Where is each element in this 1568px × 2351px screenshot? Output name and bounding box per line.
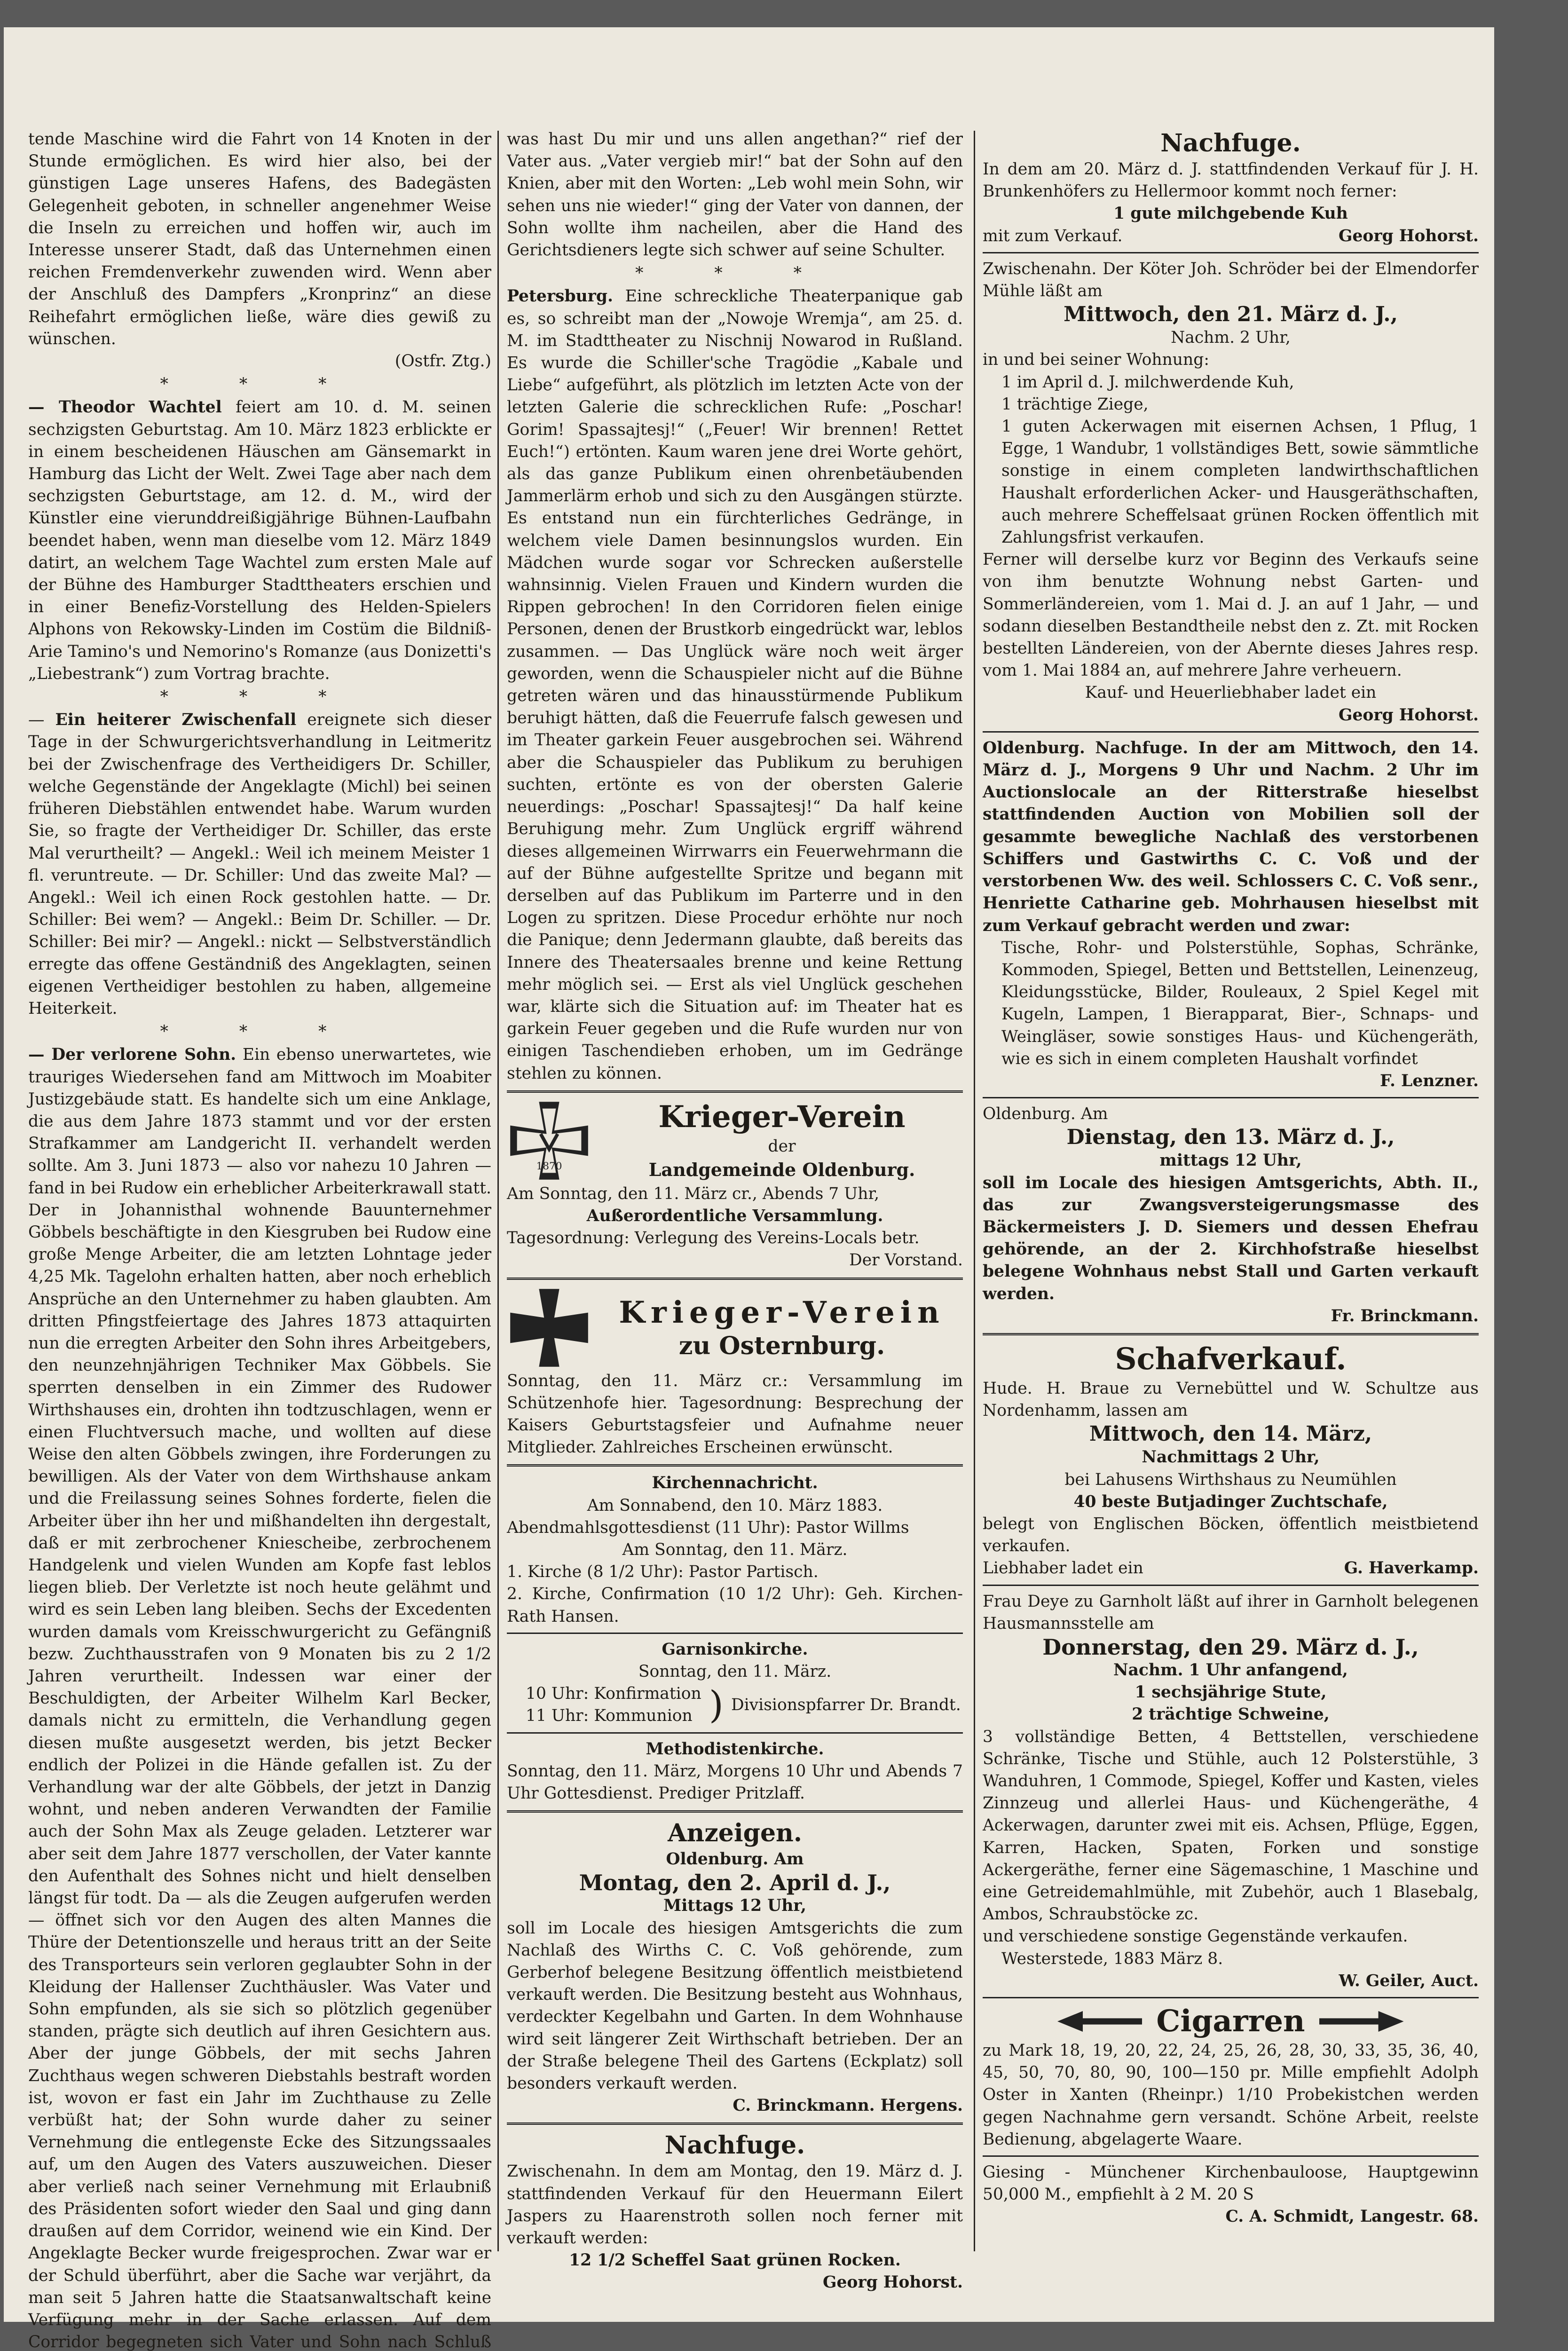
separator-stars: * * * <box>160 687 360 707</box>
pointing-hand-icon <box>1319 2011 1404 2032</box>
svg-text:1870: 1870 <box>536 1160 562 1172</box>
ad-signature: Georg Hohorst. <box>1339 226 1479 245</box>
article-petersburg <box>507 285 963 1084</box>
ad-text: soll im Locale des hiesigen Amtsgerichts, Abth. II., das zur Zwangsversteigerungsmasse des Bäckermeisters J. D. Siemers und dessen Ehefrau gehörende, an der 2. Kirchhofstraße hieselbst belegene Wohnhaus nebst Stall und Garten verkauft werden. <box>983 1173 1479 1303</box>
separator-stars: * * * <box>160 1022 360 1041</box>
article-verlorene-sohn <box>28 1044 491 2351</box>
notice-title: Garnisonkirche. <box>662 1640 808 1659</box>
ad-text: Nachm. 2 Uhr, <box>1171 328 1291 347</box>
ad-title: Krieger-Verein <box>619 1294 945 1330</box>
ad-text: Hude. H. Braue zu Vernebüttel und W. Schultze aus Nordenhamm, lassen am <box>983 1379 1479 1420</box>
divider <box>983 252 1479 253</box>
article-lead: — Der verlorene Sohn. <box>28 1045 236 1065</box>
ad-text: Tagesordnung: Verlegung des Vereins-Locals betr. <box>507 1229 920 1248</box>
ad-text: Oldenburg. Am <box>666 1850 804 1869</box>
divider <box>983 731 1479 733</box>
ad-text: Nachm. 1 Uhr anfangend, <box>1113 1660 1348 1680</box>
divider <box>983 1333 1479 1335</box>
ad-date: Montag, den 2. April d. J., <box>579 1870 891 1896</box>
ad-item: 1 gute milchgebende Kuh <box>1113 204 1348 223</box>
ad-date: Mittwoch, den 21. März d. J., <box>1064 302 1398 327</box>
ad-item: 1 sechsjährige Stute, <box>1135 1683 1327 1702</box>
article-source: (Ostfr. Ztg.) <box>394 352 491 371</box>
column-2 <box>507 128 963 2312</box>
ad-title: Nachfuge. <box>1160 129 1301 158</box>
divider <box>983 1097 1479 1098</box>
divider <box>507 1278 963 1280</box>
divider <box>983 2155 1479 2157</box>
article-body: ereignete sich dieser Tage in der Schwurgerichtsverhandlung in Leitmeritz bei der Zwischenfrage des Vertheidigers Dr. Schiller, welche Gegenstände der Angeklagte (Michl) bei seinen früheren Diebstählen entwendet habe. Warum wurden Sie, so fragte der Vertheidiger Dr. Schiller, das erste Mal verurtheilt? — Angekl.: Weil ich meinem Meister 1 fl. veruntreute. — Dr. Schiller: Und das zweite Mal? — Angekl.: Weil ich einen Rock gestohlen hatte. — Dr. Schiller: Bei wem? — Angekl.: Beim Dr. Schiller. — Dr. Schiller: Bei mir? — Angekl.: nickt — Selbstverständlich erregte das offene Geständniß des Angeklagten, seinen eigenen Vertheidiger bestohlen zu haben, allgemeine Heiterkeit. <box>28 710 492 1018</box>
ad-title: Nachfuge. <box>664 2131 805 2160</box>
ad-signature: Georg Hohorst. <box>823 2273 963 2292</box>
ad-signature: Georg Hohorst. <box>1339 705 1479 725</box>
ad-item: 40 beste Butjadinger Zuchtschafe, <box>1073 1492 1388 1511</box>
ad-text: der <box>768 1137 796 1156</box>
column-1 <box>28 128 492 2351</box>
article-body: Ein ebenso unerwartetes, wie trauriges Wiedersehen fand am Mittwoch im Moabiter Justizgebäude statt. Es handelte sich um eine Anklage, die aus dem Jahre 1873 stammt und vor der ersten Strafkammer am Landgericht II. verhandelt werden sollte. Am 3. Juni 1873 — also vor nahezu 10 Jahren — fand in bei Rudow ein erheblicher Arbeiterkrawall statt. Der in Johannisthal wohnende Bauunternehmer Göbbels beschäftigte in den Kiesgruben bei Rudow eine große Menge Arbeiter, die am letzten Lohntage jeder 4,25 Mk. Tagelohn erhalten hatten, aber noch erheblich Ansprüche an den Unternehmer zu haben glaubten. Am dritten Pfingstfeiertage des Jahres 1873 attaquirten nun die erregten Arbeiter den Sohn ihres Arbeitgebers, den neunzehnjährigen Techniker Max Göbbels. Sie sperrten denselben in ein Zimmer des Rudower Wirthshauses ein, drohten ihn todtzuschlagen, wenn er einen Fluchtversuch mache, und wollten auf diese Weise den alten Göbbels zwingen, ihre Forderungen zu bewilligen. Als der Vater von dem Wirthshause ankam und die Freilassung seines Sohnes forderte, fielen die Arbeiter über ihn her und mißhandelten ihn dergestalt, daß er mit zerbrochener Kniescheibe, zerbrochenem Handgelenk und vielen Wunden am Kopfe fast leblos liegen blieb. Der Verletzte ist noch heute gelähmt und wird es sein Leben lang bleiben. Sechs der Excedenten wurden damals vom Kreisschwurgericht zu Gefängniß bezw. Zuchthausstrafen von 9 Monaten bis zu 2 1/2 Jahren verurtheilt. Indessen war einer der Beschuldigten, der Arbeiter Wilhelm Karl Becker, damals nicht zu ermitteln, die Verhandlung gegen diesen mußte ausgesetzt werden, bis jetzt Becker endlich der Polizei in die Hände gefallen ist. Zu der Verhandlung war der alte Göbbels, der jetzt in Danzig wohnt, und neben anderen Verwandten der Familie auch der Sohn Max als Zeuge geladen. Letzterer war aber seit dem Jahre 1877 verschollen, der Vater kannte den Aufenthalt des Sohnes nicht und hielt denselben längst für todt. Da — als die Zeugen aufgerufen werden — öffnet sich vor den Augen des alten Mannes die Thüre der Detentionszelle und heraus tritt an der Seite des Transporteurs sein verloren geglaubter Sohn in der Kleidung der Hallenser Zuchthäusler. Was Vater und Sohn empfunden, als sie sich so plötzlich gegenüber standen, prägte sich deutlich auf ihren Gesichtern aus. Aber der junge Göbbels, der mit sechs Jahren Zuchthaus wegen schweren Diebstahls bestraft worden ist, wovon er fast ein Jahr im Zuchthause zu Zelle verbüßt hat; der Sohn wurde daher zu seiner Vernehmung die entlegenste Ecke des Sitzungssaales auf, um den Augen des Vaters auszuweichen. Dieser aber verließ nach seiner Vernehmung mit Erlaubniß des Präsidenten sofort wieder den Saal und ging dann draußen auf dem Corridor, weinend wie ein Kind. Der Angeklagte Becker wurde freigesprochen. Zwar war er der Schuld überführt, aber die Sache war verjährt, da man seit 5 Jahren hatte die Staatsanwaltschaft keine Verfügung mehr in der Sache erlassen. Auf dem Corridor begegneten sich Vater und Sohn nach Schluß <box>28 1045 491 2351</box>
article-lead: — Theodor Wachtel <box>28 398 222 417</box>
ad-item: 1 guten Ackerwagen mit eisernen Achsen, 1 Pflug, 1 Egge, 1 Wandubr, 1 vollständiges Bett, sowie sämmtliche sonstige in einem completen landwirthschaftlichen Haushalt erforderlichen Acker- und Hausgeräthschaften, auch mehrere Scheffelsaat grünen Rocken öffentlich mit Zahlungsfrist verkaufen. <box>1001 417 1479 547</box>
divider <box>507 1464 963 1467</box>
divider <box>983 1585 1479 1586</box>
ad-subtitle: Landgemeinde Oldenburg. <box>648 1159 915 1181</box>
ad-subtitle: zu Osternburg. <box>678 1331 885 1360</box>
ad-deye <box>983 1591 1479 1992</box>
ad-text: Giesing - Münchener Kirchenbauloose, Hauptgewinn 50,000 M., empfiehlt à 2 M. 20 S <box>983 2163 1479 2204</box>
ad-signature: C. Brinckmann. Hergens. <box>733 2096 963 2115</box>
ad-schafverkauf <box>983 1341 1479 1580</box>
notice-text: Sonntag, den 11. März. <box>638 1662 832 1681</box>
separator-stars: * * * <box>160 375 360 394</box>
divider <box>507 1732 963 1734</box>
notice-text: Divisionspfarrer Dr. Brandt. <box>731 1695 961 1714</box>
divider <box>507 2122 963 2125</box>
ad-text: Kauf- und Heuerliebhaber ladet ein <box>1085 683 1377 702</box>
pointing-hand-icon <box>1057 2011 1142 2032</box>
ad-date: Dienstag, den 13. März d. J., <box>1066 1125 1395 1150</box>
notice-kirchennachricht <box>507 1472 963 1627</box>
ad-title: Krieger-Verein <box>658 1099 906 1135</box>
divider <box>983 1997 1479 1998</box>
ad-item: 1 im April d. J. milchwerdende Kuh, <box>1001 372 1294 392</box>
ad-nachlass-voss <box>983 737 1479 1092</box>
ad-text: Sonntag, den 11. März cr.: Versammlung im Schützenhofe hier. Tagesordnung: Besprechung der Kaisers Geburtstagsfeier und Aufnahme neuer Mitglieder. Zahlreiches Erscheinen erwünscht. <box>507 1371 963 1457</box>
ad-cigarren <box>983 2003 1479 2151</box>
iron-cross-icon <box>507 1098 591 1183</box>
ad-text: in und bei seiner Wohnung: <box>983 350 1209 370</box>
ad-kirchenbauloose <box>983 2162 1479 2228</box>
ad-text: mit zum Verkauf. <box>983 226 1123 245</box>
article-body: Eine schreckliche Theaterpanique gab es, so schreibt man der „Nowoje Wremja“, am 25. d. M. im Stadttheater zu Nischnij Nowarod in Rußland. Es wurde die Schiller'sche Tragödie „Kabale und Liebe“ aufgeführt, als plötzlich im letzten Acte von der letzten Galerie die schrecklichen Rufe: „Poschar! Gorim! Spassajtesj!“ („Feuer! Wir brennen! Rettet Euch!“) ertönten. Kaum waren jene drei Worte gehört, als das ganze Publikum einen ohrenbetäubenden Jammerlärm erhob und sich zu den Ausgängen stürzte. Es entstand nun ein fürchterliches Gedränge, in welchem viele Damen besinnungslos wurden. Ein Mädchen wurde sogar vor Schrecken außerstelle wahnsinnig. Vielen Frauen und Kindern wurden die Rippen gebrochen! In den Corridoren fielen einige Personen, denen der Brustkorb eingedrückt war, leblos zusammen. — Das Unglück wäre noch weit ärger geworden, wenn die Schauspieler nicht auf die Bühne getreten wären und das hinausstürmende Publikum beruhigt hätten, daß die Feuerrufe falsch gewesen und im Theater garkein Feuer ausgebrochen sei. Während aber die Schauspieler das Publikum zu beruhigen suchten, ertönte es von der obersten Galerie neuerdings: „Poschar! Spassajtesj!“ Da half keine Beruhigung mehr. Zum Unglück ergriff während dieses allgemeinen Wirrwarrs ein Feuerwehrmann die auf der Bühne aufgestellte Spritze und begann mit derselben auf das Publikum im Parterre und in den Logen zu spritzen. Diese Procedur erhöhte nur noch die Panique; denn Jedermann glaubte, daß bereits das Innere des Theatersaales brenne und keine Rettung mehr möglich sei. — Erst als viel Unglück geschehen war, klärte sich die Situation auf: im Theater hat es garkein Feuer gegeben und die Rufe wurden nur von einigen Taschendieben erhoben, um im Gedränge stehlen zu können. <box>507 287 963 1083</box>
ad-signature: C. A. Schmidt, Langestr. 68. <box>1225 2207 1479 2226</box>
notice-text: Abendmahlsgottesdienst (11 Uhr): Pastor Willms <box>507 1518 909 1537</box>
article-zwischenfall: — Ein heiterer Zwischenfall ereignete sich dieser Tage in der Schwurgerichtsverhandlung in Leitmeritz bei der Zwischenfrage des Vertheidigers Dr. Schiller, welche Gegenstände der Angeklagte (Michl) bei seinen früheren Diebstählen entwendet habe. Warum wurden Sie, so fragte der Vertheidiger Dr. Schiller, das erste Mal verurtheilt? — Angekl.: Weil ich meinem Meister 1 fl. veruntreute. — Dr. Schiller: Und das zweite Mal? — Angekl.: Weil ich einen Rock gestohlen hatte. — Dr. Schiller: Bei wem? — Angekl.: Beim Dr. Schiller. — Dr. Schiller: Bei mir? — Angekl.: nickt — Selbstverständlich erregte das offene Geständniß des Angeklagten, seinen eigenen Vertheidiger bestohlen zu haben, allgemeine Heiterkeit. <box>28 710 492 1018</box>
ad-nachfuge-1 <box>983 128 1479 247</box>
ad-text: In dem am 20. März d. J. stattfindenden Verkauf für J. H. Brunkenhöfers zu Hellermoor kommt noch ferner: <box>983 160 1479 201</box>
iron-cross-icon <box>507 1286 591 1370</box>
ad-text: Ferner will derselbe kurz vor Beginn des Verkaufs seine von ihm benutzte Wohnung nebst Garten- und Sommerländereien, vom 1. Mai d. J. an auf 1 Jahr, — und sodann dieselben Bestandtheile nebst den z. Zt. mit Rocken bestellten Ländereien, von der Abernte dieses Jahres resp. vom 1. Mai 1884 an, auf mehrere Jahre verheuern. <box>983 550 1479 680</box>
column-rule <box>497 131 499 2251</box>
notice-text: 10 Uhr: Konfirmation <box>526 1684 701 1704</box>
ad-date: Mittwoch, den 14. März, <box>1089 1422 1372 1446</box>
notice-text: 1. Kirche (8 1/2 Uhr): Pastor Partisch. <box>507 1562 819 1582</box>
ad-text: und verschiedene sonstige Gegenstände verkaufen. <box>983 1927 1408 1946</box>
ad-signature: W. Geiler, Auct. <box>1339 1971 1479 1990</box>
ad-text: mittags 12 Uhr, <box>1159 1151 1302 1170</box>
column-rule <box>974 131 975 2251</box>
ad-text: Westerstede, 1883 März 8. <box>1001 1949 1223 1968</box>
ad-text: bei Lahusens Wirthshaus zu Neumühlen <box>1064 1470 1397 1489</box>
ad-zwangsversteigerung <box>983 1103 1479 1327</box>
ad-schroeder <box>983 258 1479 726</box>
ad-signature: F. Lenzner. <box>1380 1071 1479 1090</box>
divider <box>507 1810 963 1813</box>
notice-title: Kirchennachricht. <box>652 1474 818 1493</box>
notice-text: Sonntag, den 11. März, Morgens 10 Uhr und Abends 7 Uhr Gottesdienst. Prediger Pritzlaff. <box>507 1761 963 1803</box>
ad-nachfuge-2 <box>507 2130 963 2294</box>
ad-date: Donnerstag, den 29. März d. J., <box>1042 1634 1419 1660</box>
ad-item: 12 1/2 Scheffel Saat grünen Rocken. <box>569 2251 901 2270</box>
ad-text: soll im Locale des hiesigen Amtsgerichts die zum Nachlaß des Wirths C. C. Voß gehörende, zum Gerberhof belegene Besitzung öffentlich meistbietend verkauft werden. Die Besitzung besteht aus Wohnhaus, verdeckter Kegelbahn und Garten. In dem Wohnhause wird seit längerer Zeit Wirthschaft betrieben. Der an der Straße belegene Theil des Gartens (Eckplatz) soll besonders verkauft werden. <box>507 1918 963 2093</box>
section-title: Anzeigen. <box>668 1819 802 1848</box>
ad-text: Nachmittags 2 Uhr, <box>1142 1448 1320 1467</box>
divider <box>507 1090 963 1093</box>
divider <box>507 1633 963 1634</box>
notice-text: 2. Kirche, Confirmation (10 1/2 Uhr): Geh. Kirchen-Rath Hansen. <box>507 1585 963 1626</box>
ad-text: Zwischenahn. Der Köter Joh. Schröder bei der Elmendorfer Mühle läßt am <box>983 259 1479 301</box>
ad-text: Mittags 12 Uhr, <box>663 1896 806 1916</box>
newspaper-page <box>4 27 1494 2351</box>
ad-text: Am Sonntag, den 11. März cr., Abends 7 Uhr, <box>507 1184 880 1203</box>
notice-text: Am Sonntag, den 11. März. <box>622 1540 848 1559</box>
notice-text: 11 Uhr: Kommunion <box>526 1706 693 1726</box>
ad-signature: G. Haverkamp. <box>1344 1559 1479 1578</box>
article-body: feiert am 10. d. M. seinen sechzigsten Geburtstag. Am 10. März 1823 erblickte er in einem bescheidenen Häuschen am Gänsemarkt in Hamburg das Licht der Welt. Zwei Tage aber nach dem sechzigsten Geburtstage, am 12. d. M., wird der Künstler eine vierunddreißigjährige Bühnen-Laufbahn beendet haben, wenn man dieselbe vom 12. März 1849 datirt, an welchem Tage Wachtel zum ersten Male auf der Bühne des Hamburger Stadttheaters erschien und in einer Benefiz-Vorstellung des Helden-Spielers Alphons von Rekowsky-Linden im Costüm die Bildniß-Arie Tamino's und Nemorino's Romanze (aus Donizetti's „Liebestrank“) zum Vortrag brachte. <box>28 398 492 683</box>
ad-items: Tische, Rohr- und Polsterstühle, Sophas, Schränke, Kommoden, Spiegel, Betten und Bettstellen, Leinenzeug, Kleidungsstücke, Bilder, Rouleaux, 2 Spiel Kegel mit Kugeln, Lampen, 1 Bierapparat, Bier-, Schnaps- und Weingläser, sowie sonstiges Haus- und Küchengeräth, wie es sich in einem completen Haushalt vorfindet <box>1001 938 1479 1068</box>
ad-anzeigen <box>507 1818 963 2117</box>
notice-methodistenkirche <box>507 1738 963 1805</box>
ad-text: zu Mark 18, 19, 20, 22, 24, 25, 26, 28, 30, 33, 35, 36, 40, 45, 50, 70, 80, 90, 100—150 pr. Mille empfiehlt Adolph Oster in Xanten (Rheinpr.) 1/10 Probekistchen werden gegen Nachnahme gern versandt. Schöne Arbeit, reelste Bedienung, abgelagerte Waare. <box>983 2041 1479 2149</box>
notice-text: Am Sonnabend, den 10. März 1883. <box>587 1496 883 1515</box>
separator-stars: * * * <box>635 264 835 283</box>
ad-item: 1 trächtige Ziege, <box>1001 394 1149 414</box>
ad-text: Zwischenahn. In dem am Montag, den 19. März d. J. stattfindenden Verkauf für den Heuermann Eilert Jaspers zu Haarenstroth sollen noch ferner mit verkauft werden: <box>507 2162 963 2248</box>
ad-krieger-verein-osternburg <box>507 1286 963 1459</box>
ad-signature: Fr. Brinckmann. <box>1331 1306 1479 1325</box>
ad-title: Schafverkauf. <box>1115 1341 1347 1377</box>
article-lead: Ein heiterer Zwischenfall <box>55 710 297 730</box>
article-lead: Petersburg. <box>507 287 613 306</box>
ad-text: Außerordentliche Versammlung. <box>586 1206 883 1225</box>
ad-title: Cigarren <box>1156 2004 1305 2039</box>
article-wachtel <box>28 396 491 685</box>
article-shipping: tende Maschine wird die Fahrt von 14 Knoten in der Stunde ermöglichen. Es wird hier also, bei der günstigen Lage unseres Hafens, des Badegästen Gelegenheit geboten, in schneller angenehmer Weise die Inseln zu erreichen und hoffen wir, auch im Interesse unserer Stadt, daß das Unternehmen einen reichen Fremdenverkehr zuwenden wird. Wenn aber der Anschluß des Dampfers „Kronprinz“ an diese Reihefahrt ermöglichen ließe, wäre dies gewiß zu wünschen. <box>28 130 491 348</box>
ad-text: belegt von Englischen Böcken, öffentlich meistbietend verkaufen. <box>983 1514 1479 1556</box>
ad-text: Oldenburg. Am <box>983 1104 1108 1124</box>
ad-text: Frau Deye zu Garnholt läßt auf ihrer in Garnholt belegenen Hausmannsstelle am <box>983 1592 1479 1633</box>
ad-text: Liebhaber ladet ein <box>983 1559 1143 1578</box>
notice-title: Methodistenkirche. <box>646 1739 824 1759</box>
ad-krieger-verein-oldenburg <box>507 1098 963 1272</box>
ad-text: Oldenburg. Nachfuge. In der am Mittwoch, den 14. März d. J., Morgens 9 Uhr und Nachm. 2 Uhr im Auctionslocale an der Ritterstraße hieselbst stattfindenden Auction von Mobilien soll der gesammte bewegliche Nachlaß des verstorbenen Schiffers und Gastwirths C. C. Voß und der verstorbenen Ww. des weil. Schlossers C. C. Voß senr., Henriette Catharine geb. Mohrhausen hieselbst mit zum Verkauf gebracht werden und zwar: <box>983 738 1479 935</box>
notice-garnisonkirche: Garnisonkirche. Sonntag, den 11. März. 10 Uhr: Konfirmation 11 Uhr: Kommunion ) Divisionspfarrer Dr. Brandt. <box>507 1639 963 1728</box>
ad-text: 3 vollständige Betten, 4 Bettstellen, verschiedene Schränke, Tische und Stühle, auch 12 Polsterstühle, 3 Wanduhren, 1 Commode, Spiegel, Koffer und Kasten, vieles Zinnzeug und allerlei Haus- und Küchengeräthe, 4 Ackerwagen, darunter zwei mit eis. Achsen, Pflüge, Eggen, Karren, Hacken, Spaten, Forken und sonstige Ackergeräthe, ferner eine Sägemaschine, 1 Maschine und eine Getreidemahlmühle, mit Zubehör, auch 1 Blasebalg, Ambos, Schraubstöcke zc. <box>983 1727 1479 1924</box>
column-3 <box>983 128 1479 2312</box>
article-continuation: was hast Du mir und uns allen angethan?“ rief der Vater aus. „Vater vergieb mir!“ bat der Sohn auf den Knien, aber mit den Worten: „Leb wohl mein Sohn, wir sehen uns nie wieder!“ ging der Vater von dannen, der Sohn wollte ihm nacheilen, aber die Hand des Gerichtsdieners legte sich schwer auf seine Schulter. <box>507 130 963 260</box>
ad-item: 2 trächtige Schweine, <box>1132 1705 1330 1724</box>
ad-signature: Der Vorstand. <box>849 1251 963 1270</box>
